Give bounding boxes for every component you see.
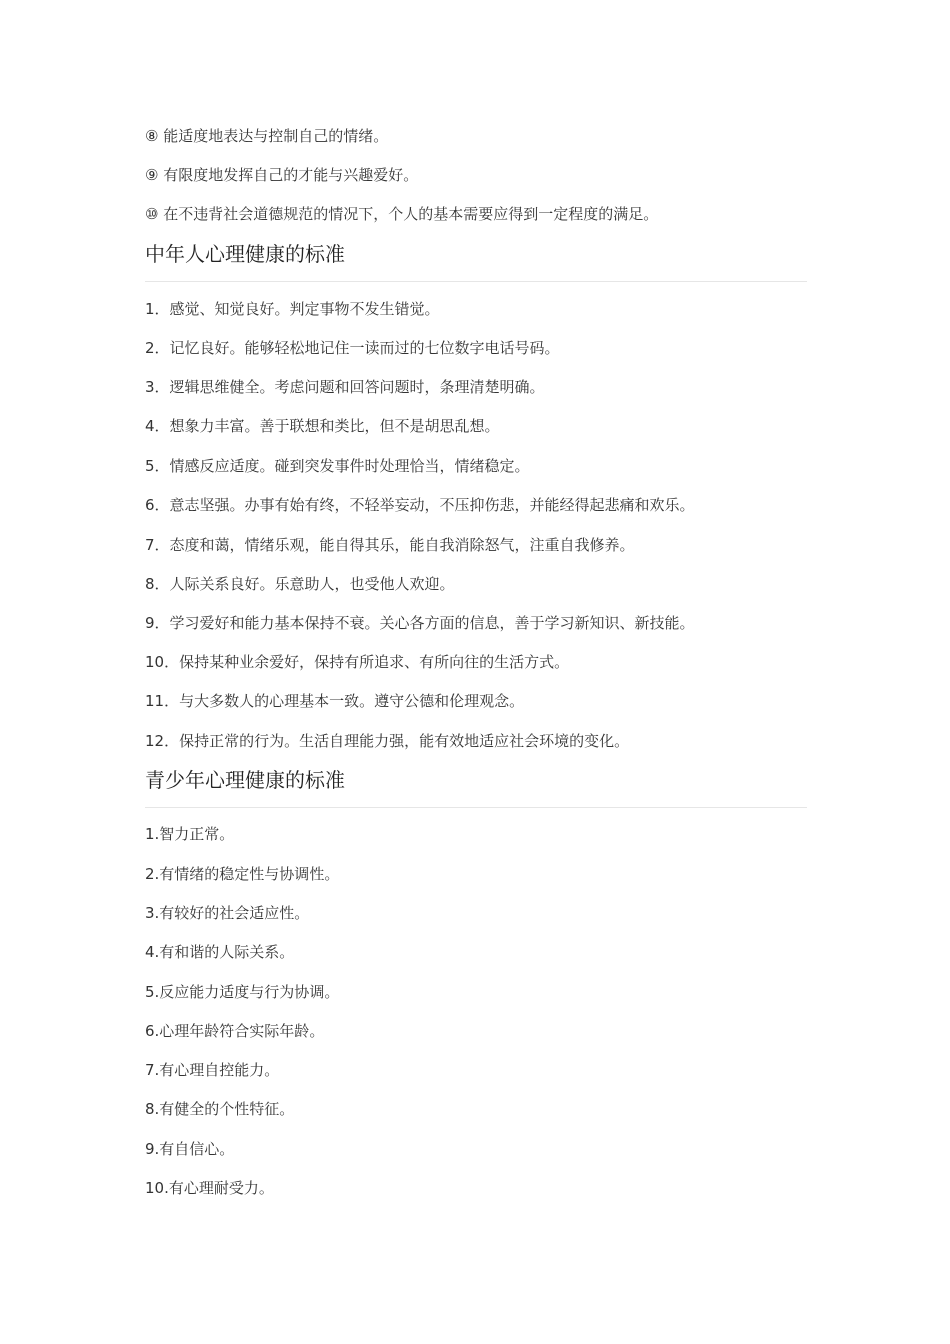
list-item: 2．记忆良好。能够轻松地记住一读而过的七位数字电话号码。 xyxy=(145,339,560,357)
list-item: 10.有心理耐受力。 xyxy=(145,1179,274,1197)
list-item: 10．保持某种业余爱好，保持有所追求、有所向往的生活方式。 xyxy=(145,653,570,671)
list-item: 2.有情绪的稳定性与协调性。 xyxy=(145,865,340,883)
list-item: 6.心理年龄符合实际年龄。 xyxy=(145,1022,325,1040)
list-item: 11．与大多数人的心理基本一致。遵守公德和伦理观念。 xyxy=(145,692,525,710)
list-item: 3.有较好的社会适应性。 xyxy=(145,904,310,922)
section-divider xyxy=(145,281,807,282)
section-heading-middle-aged: 中年人心理健康的标准 xyxy=(145,242,345,266)
list-item: 1．感觉、知觉良好。判定事物不发生错觉。 xyxy=(145,300,440,318)
section-divider xyxy=(145,807,807,808)
list-item: 4.有和谐的人际关系。 xyxy=(145,943,295,961)
list-item: 9.有自信心。 xyxy=(145,1140,235,1158)
list-item: 12．保持正常的行为。生活自理能力强，能有效地适应社会环境的变化。 xyxy=(145,732,630,750)
list-item: 7.有心理自控能力。 xyxy=(145,1061,280,1079)
intro-item: ⑩ 在不违背社会道德规范的情况下，个人的基本需要应得到一定程度的满足。 xyxy=(145,205,659,223)
intro-item: ⑨ 有限度地发挥自己的才能与兴趣爱好。 xyxy=(145,166,419,184)
list-item: 4．想象力丰富。善于联想和类比，但不是胡思乱想。 xyxy=(145,417,500,435)
list-item: 8．人际关系良好。乐意助人，也受他人欢迎。 xyxy=(145,575,455,593)
list-item: 8.有健全的个性特征。 xyxy=(145,1100,295,1118)
list-item: 1.智力正常。 xyxy=(145,825,235,843)
list-item: 7．态度和蔼，情绪乐观，能自得其乐，能自我消除怒气，注重自我修养。 xyxy=(145,536,635,554)
list-item: 5.反应能力适度与行为协调。 xyxy=(145,983,340,1001)
list-item: 5．情感反应适度。碰到突发事件时处理恰当，情绪稳定。 xyxy=(145,457,530,475)
list-item: 9．学习爱好和能力基本保持不衰。关心各方面的信息，善于学习新知识、新技能。 xyxy=(145,614,695,632)
section-heading-youth: 青少年心理健康的标准 xyxy=(145,768,345,792)
intro-item: ⑧ 能适度地表达与控制自己的情绪。 xyxy=(145,127,389,145)
list-item: 6．意志坚强。办事有始有终，不轻举妄动，不压抑伤悲，并能经得起悲痛和欢乐。 xyxy=(145,496,695,514)
list-item: 3．逻辑思维健全。考虑问题和回答问题时，条理清楚明确。 xyxy=(145,378,545,396)
